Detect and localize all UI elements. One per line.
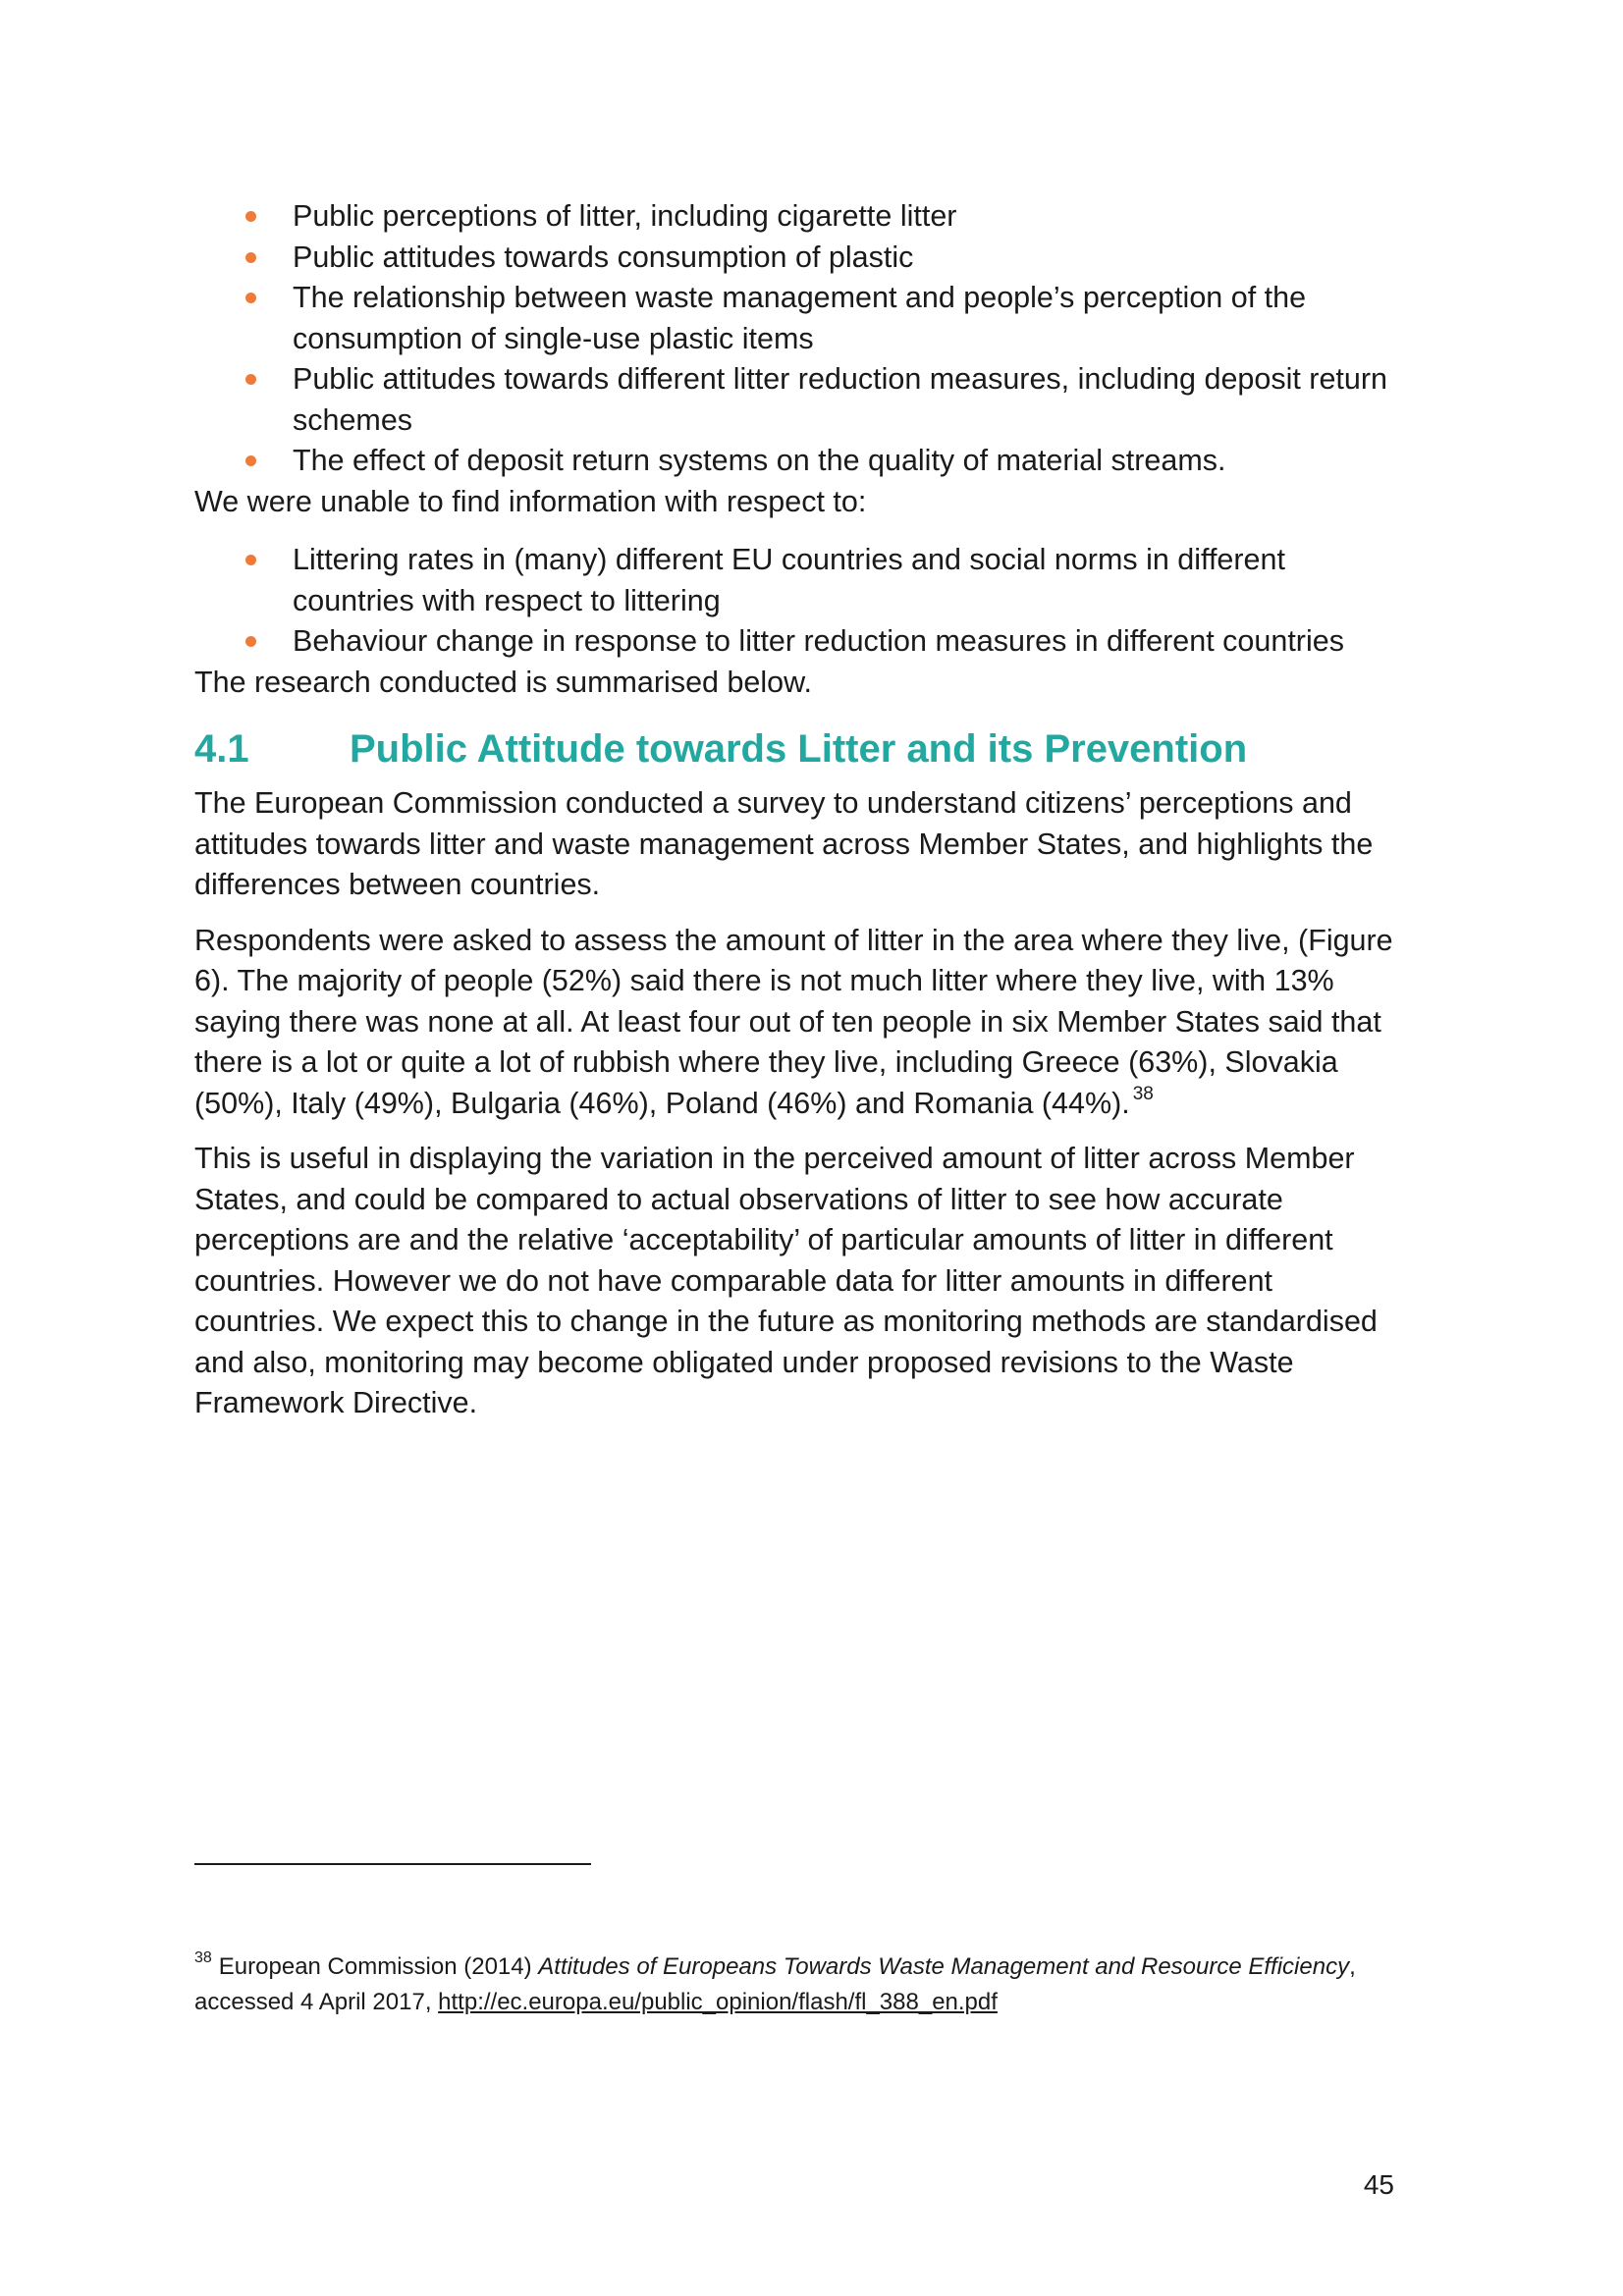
footnote-link[interactable]: http://ec.europa.eu/public_opinion/flash/fl_388_en.pdf	[438, 1989, 998, 2015]
missing-info-list	[194, 540, 1402, 663]
list-item	[194, 359, 1402, 441]
paragraph	[194, 921, 1402, 1125]
findings-list	[194, 196, 1402, 482]
bullet-icon	[245, 636, 256, 647]
section-number: 4.1	[194, 727, 249, 771]
paragraph: This is useful in displaying the variation in the perceived amount of litter across Member States, and could be compared to actual observations of litter to see how accurate perceptions are and the relative ‘acceptability’ of particular amounts of litter in different countries. However we do not have comparable data for litter amounts in different countries. We expect this to change in the future as monitoring methods are standardised and also, monitoring may become obligated under proposed revisions to the Waste Framework Directive.	[194, 1142, 1378, 1419]
list-item	[194, 278, 1402, 359]
footnote-accessed: , accessed 4 April 2017,	[194, 1953, 1356, 2015]
footnote	[194, 1949, 1402, 2020]
bullet-icon	[245, 252, 256, 263]
page-number: 45	[1363, 2169, 1394, 2200]
list-item-text: Public attitudes towards consumption of plastic	[293, 240, 914, 274]
list-item-text: The relationship between waste management and people’s perception of the consumption of single-use plastic items	[293, 281, 1307, 355]
footnote-title: Attitudes of Europeans Towards Waste Management and Resource Efficiency	[538, 1953, 1350, 1980]
list-item	[194, 441, 1402, 482]
footnote-marker: 38	[194, 1949, 212, 1966]
footnote-reference[interactable]: 38	[1132, 1083, 1154, 1104]
footnote-divider	[194, 1863, 591, 1865]
list-item-text: Public attitudes towards different litter reduction measures, including deposit return schemes	[293, 362, 1387, 437]
list-item	[194, 621, 1402, 663]
summary-line: The research conducted is summarised below.	[194, 665, 812, 699]
paragraph: The European Commission conducted a survey to understand citizens’ perceptions and attitudes towards litter and waste management across Member States, and highlights the differences between countries.	[194, 786, 1374, 901]
paragraph-text: Respondents were asked to assess the amount of litter in the area where they live, (Figure 6). The majority of people (52%) said there is not much litter where they live, with 13% saying there was none at all. At least four out of ten people in six Member States said that there is a lot or quite a lot of rubbish where they live, including Greece (63%), Slovakia (50%), Italy (49%), Bulgaria (46%), Poland (46%) and Romania (44%).	[194, 923, 1393, 1120]
list-item-text: Public perceptions of litter, including cigarette litter	[293, 199, 957, 233]
footnote-prefix: European Commission (2014)	[218, 1953, 539, 1980]
list-item-text: Behaviour change in response to litter reduction measures in different countries	[293, 624, 1344, 658]
bullet-icon	[245, 374, 256, 385]
main-content	[194, 196, 1402, 1439]
bullet-icon	[245, 555, 256, 565]
bullet-icon	[245, 455, 256, 466]
list-item	[194, 540, 1402, 621]
list-item	[194, 196, 1402, 238]
list-item	[194, 238, 1402, 279]
bullet-icon	[245, 211, 256, 222]
bullet-icon	[245, 293, 256, 303]
list-item-text: Littering rates in (many) different EU countries and social norms in different countries with respect to littering	[293, 543, 1285, 617]
list-item-text: The effect of deposit return systems on the quality of material streams.	[293, 444, 1226, 477]
section-title: Public Attitude towards Litter and its Prevention	[350, 727, 1248, 771]
section-heading	[194, 724, 1402, 774]
unable-intro: We were unable to find information with respect to:	[194, 484, 867, 518]
